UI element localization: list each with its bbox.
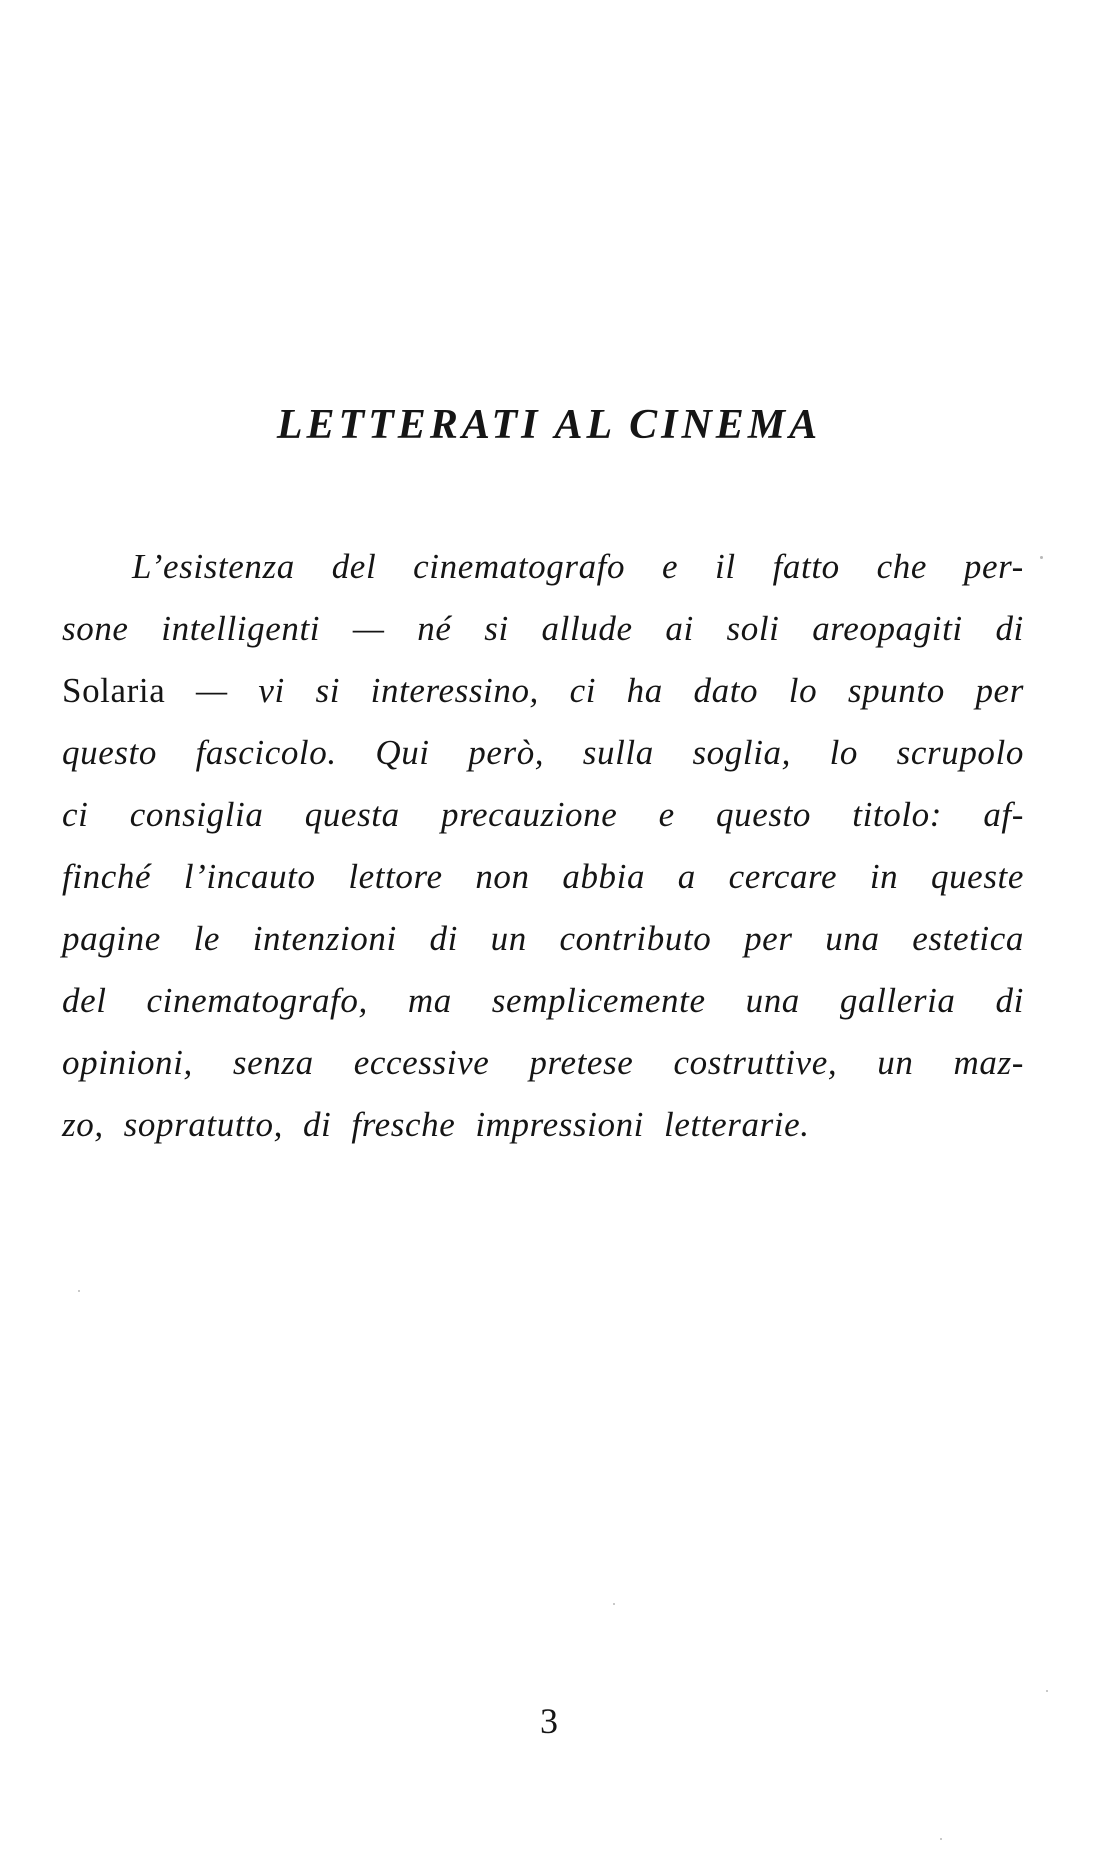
word: zo, — [62, 1105, 104, 1144]
text-line — [62, 1094, 1024, 1156]
word: scrupolo — [896, 733, 1024, 772]
word: per — [744, 919, 793, 958]
word: lettore — [348, 857, 443, 896]
text-line — [62, 846, 1024, 908]
word: spunto — [847, 671, 945, 710]
word: che — [876, 547, 928, 586]
word: titolo: — [852, 795, 943, 834]
word: contributo — [559, 919, 712, 958]
word: estetica — [912, 919, 1024, 958]
word: in — [869, 857, 899, 896]
word: letterarie. — [664, 1105, 810, 1144]
word: af- — [983, 795, 1024, 834]
word: pagine — [62, 919, 161, 958]
word: di — [302, 1105, 332, 1144]
text-line — [62, 660, 1024, 722]
scan-speck — [1040, 556, 1043, 559]
word: si — [484, 609, 509, 648]
word: — — [352, 609, 385, 648]
word: fatto — [772, 547, 840, 586]
scan-speck — [1046, 1690, 1048, 1692]
body-paragraph — [62, 536, 1024, 1156]
word: — — [195, 671, 228, 710]
word: senza — [232, 1043, 314, 1082]
word: soglia, — [692, 733, 791, 772]
word: galleria — [839, 981, 956, 1020]
word: sopratutto, — [123, 1105, 283, 1144]
word: però, — [468, 733, 545, 772]
word: un — [490, 919, 527, 958]
word: intelligenti — [161, 609, 321, 648]
word: né — [417, 609, 452, 648]
word: fascicolo. — [195, 733, 337, 772]
word: allude — [541, 609, 633, 648]
word: sulla — [582, 733, 654, 772]
word: lo — [829, 733, 859, 772]
scan-speck — [613, 1603, 615, 1605]
word: opinioni, — [62, 1043, 193, 1082]
word: abbia — [562, 857, 646, 896]
word: cinematografo, — [146, 981, 368, 1020]
word: queste — [930, 857, 1024, 896]
word: di — [995, 981, 1024, 1020]
word: impressioni — [475, 1105, 645, 1144]
word: le — [193, 919, 221, 958]
word: del — [331, 547, 377, 586]
word: per — [975, 671, 1024, 710]
word: fresche — [351, 1105, 456, 1144]
word: cinematografo — [413, 547, 626, 586]
word: e — [658, 795, 675, 834]
word: semplicemente — [491, 981, 706, 1020]
word: areopagiti — [812, 609, 963, 648]
text-line — [62, 908, 1024, 970]
word: L’esistenza — [132, 547, 295, 586]
text-line — [62, 1032, 1024, 1094]
word: del — [62, 981, 107, 1020]
word: a — [677, 857, 696, 896]
word: costruttive, — [673, 1043, 838, 1082]
word: questo — [716, 795, 812, 834]
word: precauzione — [440, 795, 618, 834]
word: e — [662, 547, 679, 586]
word: ai — [665, 609, 694, 648]
word: ci — [569, 671, 597, 710]
word: Qui — [375, 733, 430, 772]
word: consiglia — [129, 795, 264, 834]
text-line — [62, 970, 1024, 1032]
word: di — [429, 919, 458, 958]
text-line — [62, 722, 1024, 784]
word: intenzioni — [252, 919, 397, 958]
word: cercare — [728, 857, 838, 896]
word: eccessive — [353, 1043, 490, 1082]
text-line — [62, 598, 1024, 660]
word: soli — [726, 609, 780, 648]
page-number: 3 — [540, 1701, 558, 1741]
word: si — [315, 671, 341, 710]
word: non — [475, 857, 530, 896]
word: ha — [626, 671, 663, 710]
scan-speck — [78, 1290, 80, 1292]
chapter-title: LETTERATI AL CINEMA — [276, 402, 822, 449]
word: pretese — [529, 1043, 634, 1082]
word: il — [715, 547, 736, 586]
word: una — [825, 919, 880, 958]
word: vi — [258, 671, 285, 710]
word: lo — [788, 671, 818, 710]
word: una — [745, 981, 800, 1020]
word: maz- — [953, 1043, 1024, 1082]
journal-name: Solaria — [62, 671, 166, 710]
word: per- — [963, 547, 1024, 586]
scan-speck — [940, 1838, 942, 1840]
word: ci — [62, 795, 89, 834]
word: questa — [304, 795, 400, 834]
text-line — [62, 784, 1024, 846]
word: un — [877, 1043, 914, 1082]
word: ma — [407, 981, 452, 1020]
text-line — [62, 536, 1024, 598]
word: di — [995, 609, 1024, 648]
word: interessino, — [370, 671, 539, 710]
word: dato — [693, 671, 759, 710]
word: finché — [62, 857, 152, 896]
word: questo — [62, 733, 157, 772]
word: sone — [62, 609, 129, 648]
word: l’incauto — [183, 857, 316, 896]
